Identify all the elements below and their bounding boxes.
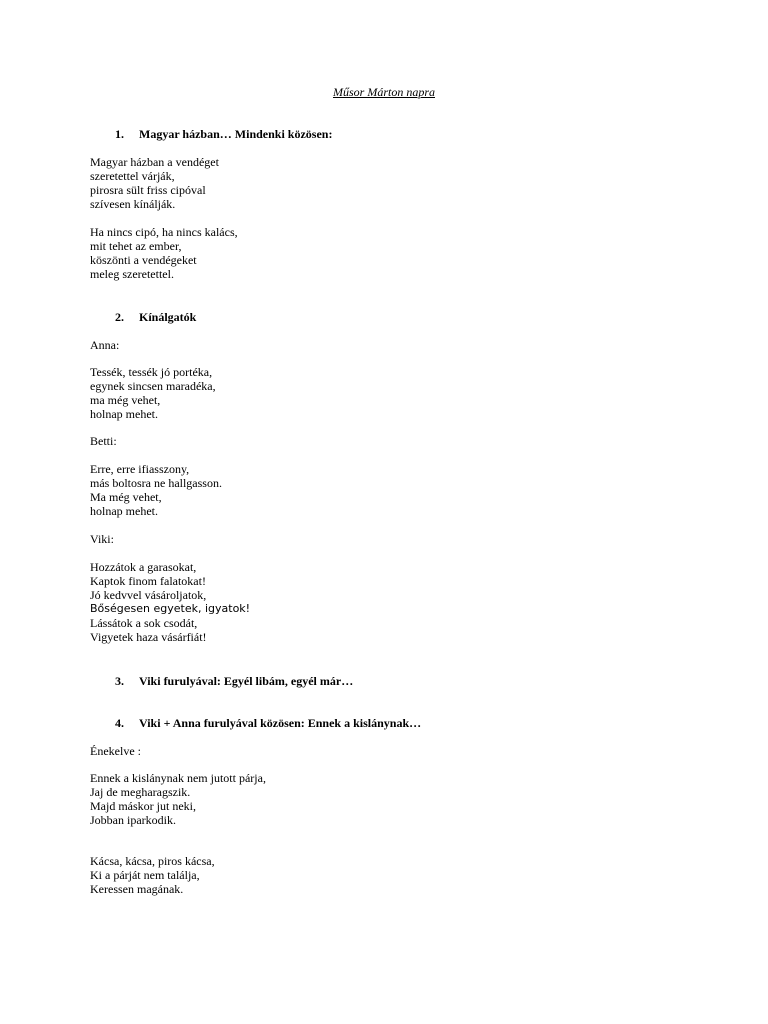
section-title: Viki + Anna furulyával közösen: Ennek a kislánynak… — [139, 716, 422, 730]
verse-betti — [90, 462, 222, 518]
section-number: 1. — [115, 127, 124, 141]
song-verse-1 — [90, 771, 266, 827]
singing-label: Énekelve : — [90, 744, 141, 758]
verse-line: Tessék, tessék jó portéka, — [90, 365, 213, 379]
section-number: 2. — [115, 310, 124, 324]
verse-line: Lássátok a sok csodát, — [90, 616, 198, 630]
section-number: 3. — [115, 674, 124, 688]
verse-anna — [90, 365, 216, 421]
verse-line: Kaptok finom falatokat! — [90, 574, 206, 588]
verse-line: Ennek a kislánynak nem jutott párja, — [90, 771, 266, 785]
verse-line: más boltosra ne hallgasson. — [90, 476, 222, 490]
verse-line: szeretettel várják, — [90, 169, 175, 183]
verse-line: holnap mehet. — [90, 407, 158, 421]
verse-line: mit tehet az ember, — [90, 239, 182, 253]
section-heading-4 — [115, 716, 421, 730]
section-heading-2 — [115, 310, 196, 324]
verse-line: pirosra sült friss cipóval — [90, 183, 206, 197]
verse-line: Magyar házban a vendéget — [90, 155, 219, 169]
section-title: Kínálgatók — [139, 310, 197, 324]
verse-line: Jó kedvvel vásároljatok, — [90, 588, 207, 602]
verse-line: Jobban iparkodik. — [90, 813, 176, 827]
verse-line: Vigyetek haza vásárfiát! — [90, 630, 207, 644]
verse-line: Jaj de megharagszik. — [90, 785, 191, 799]
verse-line: meleg szeretettel. — [90, 267, 174, 281]
section-number: 4. — [115, 716, 124, 730]
section-title: Viki furulyával: Egyél libám, egyél már… — [139, 674, 354, 688]
verse-line: Ma még vehet, — [90, 490, 162, 504]
verse-line: Hozzátok a garasokat, — [90, 560, 197, 574]
speaker-label-viki: Viki: — [90, 532, 114, 546]
section-heading-1 — [115, 127, 332, 141]
verse-line: Keressen magának. — [90, 882, 184, 896]
section-heading-3 — [115, 674, 353, 688]
verse-line: Majd máskor jut neki, — [90, 799, 196, 813]
verse-line: Ha nincs cipó, ha nincs kalács, — [90, 225, 238, 239]
verse-line: ma még vehet, — [90, 393, 161, 407]
speaker-label-betti: Betti: — [90, 434, 117, 448]
verse-line: holnap mehet. — [90, 504, 158, 518]
verse-line: köszönti a vendégeket — [90, 253, 197, 267]
verse-line: Erre, erre ifiasszony, — [90, 462, 190, 476]
verse-line: Ki a párját nem találja, — [90, 868, 200, 882]
verse-viki — [90, 560, 250, 644]
speaker-label-anna: Anna: — [90, 338, 120, 352]
verse-magyar-1 — [90, 155, 219, 211]
verse-line: Kácsa, kácsa, piros kácsa, — [90, 854, 215, 868]
song-verse-2 — [90, 854, 215, 896]
verse-line: szívesen kínálják. — [90, 197, 176, 211]
verse-line: egynek sincsen maradéka, — [90, 379, 216, 393]
section-title: Magyar házban… Mindenki közösen: — [139, 127, 333, 141]
verse-line: Bőségesen egyetek, igyatok! — [90, 602, 251, 615]
verse-magyar-2 — [90, 225, 238, 281]
page-title: Műsor Márton napra — [332, 85, 435, 99]
